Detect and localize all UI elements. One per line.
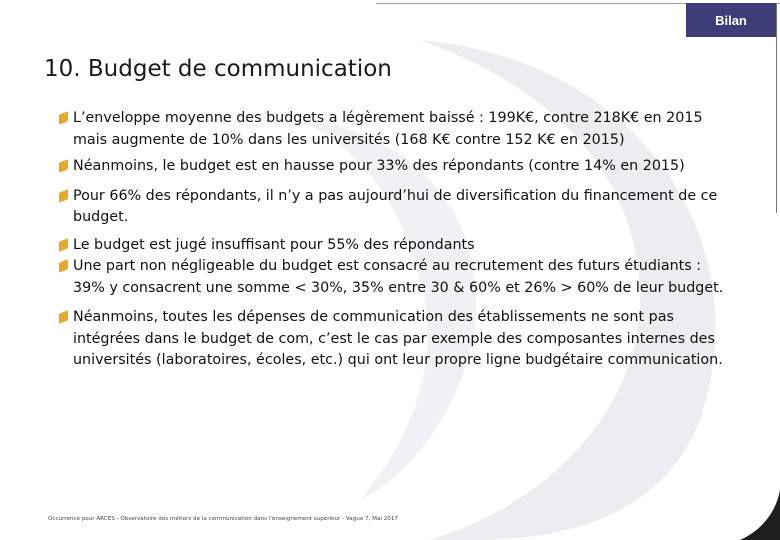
bullet-item xyxy=(56,256,728,299)
bullet-marker-icon xyxy=(59,159,68,173)
bullet-text: L’enveloppe moyenne des budgets a légèrement baissé : 199K€, contre 218K€ en 2015 mais augmente de 10% dans les universités (168 K€ contre 152 K€ en 2015) xyxy=(73,110,703,148)
bullet-list xyxy=(56,108,728,372)
bullet-text: Le budget est jugé insuffisant pour 55% des répondants xyxy=(73,236,475,253)
bullet-item xyxy=(56,108,728,151)
bullet-marker-icon xyxy=(59,310,68,324)
footer-note: Occurrence pour ARCES - Observatoire des métiers de la communication dans l'enseignement supérieur - Vague 7, Mai 2017 xyxy=(48,516,398,522)
bullet-text: Néanmoins, toutes les dépenses de communication des établissements ne sont pas intégrées dans le budget de com, c’est le cas par exemple des composantes internes des universités (laboratoires, écoles, etc.) qui ont leur propre ligne budgétaire communication. xyxy=(73,309,723,368)
bullet-text: Une part non négligeable du budget est consacré au recrutement des futurs étudiants : 39% y consacrent une somme < 30%, 35% entre 30 & 60% et 26% > 60% de leur budget. xyxy=(73,258,724,296)
bullet-item xyxy=(56,235,728,257)
bullet-text: Néanmoins, le budget est en hausse pour 33% des répondants (contre 14% en 2015) xyxy=(73,158,685,174)
right-border-rule xyxy=(776,3,777,213)
section-tag: Bilan xyxy=(686,3,776,37)
bullet-item xyxy=(56,156,728,178)
bullet-text: Pour 66% des répondants, il n’y a pas aujourd’hui de diversification du financement de ce budget. xyxy=(73,187,718,225)
bullet-marker-icon xyxy=(59,111,68,125)
bullet-marker-icon xyxy=(59,189,68,203)
bullet-marker-icon xyxy=(59,238,68,252)
bullet-item xyxy=(56,186,728,229)
bullet-marker-icon xyxy=(59,259,68,273)
slide-title: 10. Budget de communication xyxy=(44,56,392,82)
bullet-item xyxy=(56,307,728,372)
corner-decoration xyxy=(740,490,780,540)
